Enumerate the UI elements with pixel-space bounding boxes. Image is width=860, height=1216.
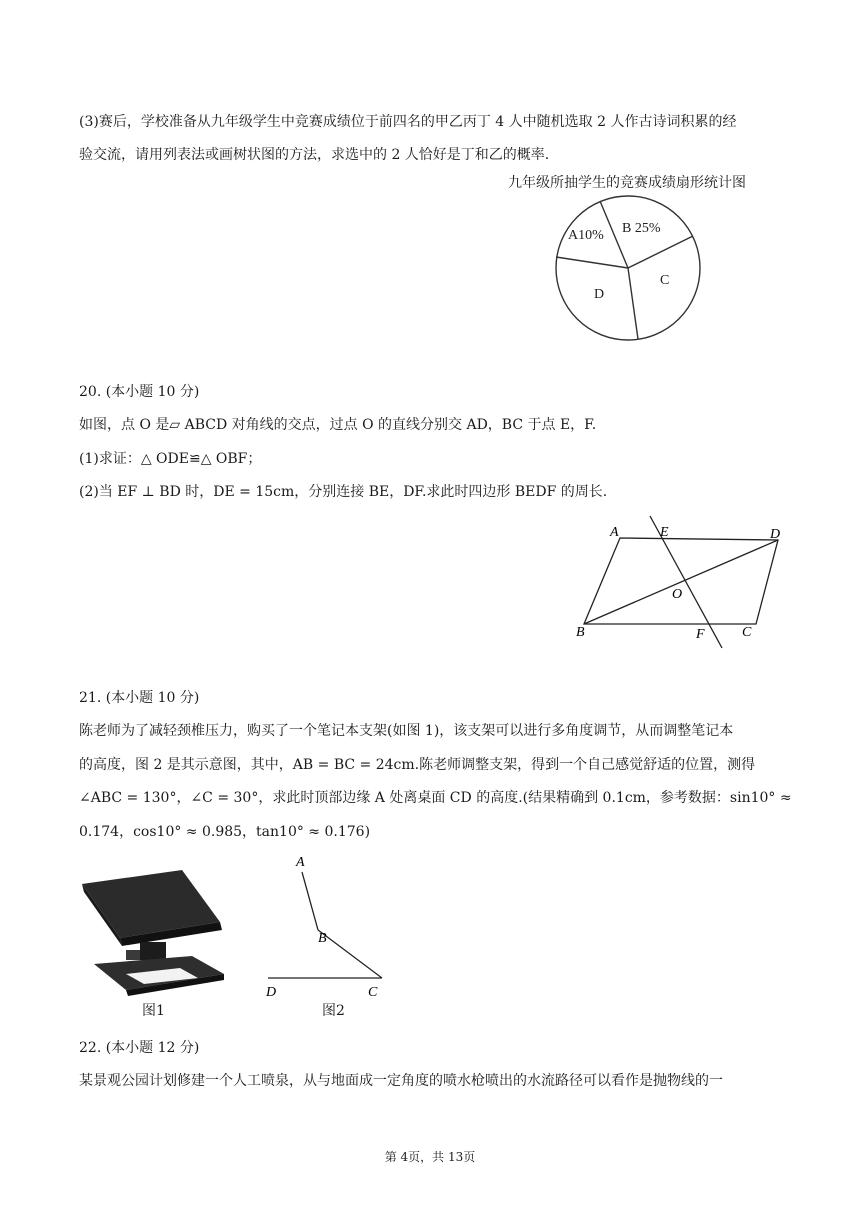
diagonal-bd <box>584 540 778 624</box>
label-a: A <box>296 855 305 870</box>
label-d: D <box>266 985 277 1000</box>
page-footer: 第 4页，共 13页 <box>384 1150 476 1164</box>
label-b: B <box>318 931 327 946</box>
label-e: E <box>660 525 669 540</box>
label-d: D <box>770 527 781 542</box>
q19-part3-line1: (3)赛后，学校准备从九年级学生中竞赛成绩位于前四名的甲乙丙丁 4 人中随机选取 2 人作古诗词积累的经 <box>79 114 737 130</box>
q20-part2: (2)当 EF ⊥ BD 时，DE = 15cm，分别连接 BE，DF.求此时四边形 BEDF 的周长. <box>79 484 608 500</box>
q20-part1: (1)求证：△ ODE≌△ OBF； <box>79 451 262 467</box>
label-c: C <box>368 985 378 1000</box>
slice-label-b: B 25% <box>622 221 661 236</box>
label-c: C <box>742 625 752 640</box>
slice-divider-cd <box>628 268 638 339</box>
chart-title: 九年级所抽学生的竞赛成绩扇形统计图 <box>508 175 746 191</box>
laptop-stand-photo <box>80 864 230 996</box>
q20-stem: 如图，点 O 是▱ ABCD 对角线的交点，过点 O 的直线分别交 AD，BC 于点 E，F. <box>79 417 597 433</box>
segment-bc <box>318 930 382 978</box>
pie-chart <box>548 192 708 344</box>
q21-line4: 0.174，cos10° ≈ 0.985，tan10° ≈ 0.176) <box>79 824 371 840</box>
label-f: F <box>696 627 705 642</box>
slice-label-d: D <box>594 287 605 302</box>
q21-heading: 21. (本小题 10 分) <box>79 690 200 706</box>
q22-line1: 某景观公园计划修建一个人工喷泉，从与地面成一定角度的喷水枪喷出的水流路径可以看作是抛物线的一 <box>79 1073 723 1089</box>
label-o: O <box>672 587 683 602</box>
q20-heading: 20. (本小题 10 分) <box>79 384 200 400</box>
slice-divider-da <box>556 257 628 268</box>
q21-line2: 的高度，图 2 是其示意图，其中，AB = BC = 24cm.陈老师调整支架，得到一个自己感觉舒适的位置，测得 <box>79 757 756 773</box>
stand-schematic <box>262 852 402 1002</box>
q21-line3: ∠ABC = 130°，∠C = 30°，求此时顶部边缘 A 处离桌面 CD 的高度.(结果精确到 0.1cm，参考数据：sin10° ≈ <box>79 790 792 806</box>
fig2-caption: 图2 <box>322 1003 345 1019</box>
slice-label-a: A10% <box>568 228 604 243</box>
label-b: B <box>576 625 585 640</box>
q21-line1: 陈老师为了减轻颈椎压力，购买了一个笔记本支架(如图 1)，该支架可以进行多角度调节，从而调整笔记本 <box>79 723 734 739</box>
fig1-caption: 图1 <box>142 1003 165 1019</box>
label-a: A <box>610 525 619 540</box>
q19-part3-line2: 验交流，请用列表法或画树状图的方法，求选中的 2 人恰好是丁和乙的概率. <box>79 147 550 163</box>
parallelogram-figure <box>572 512 792 652</box>
q22-heading: 22. (本小题 12 分) <box>79 1040 200 1056</box>
slice-label-c: C <box>660 273 670 288</box>
slice-divider-bc <box>628 236 693 268</box>
segment-ab <box>302 872 318 930</box>
